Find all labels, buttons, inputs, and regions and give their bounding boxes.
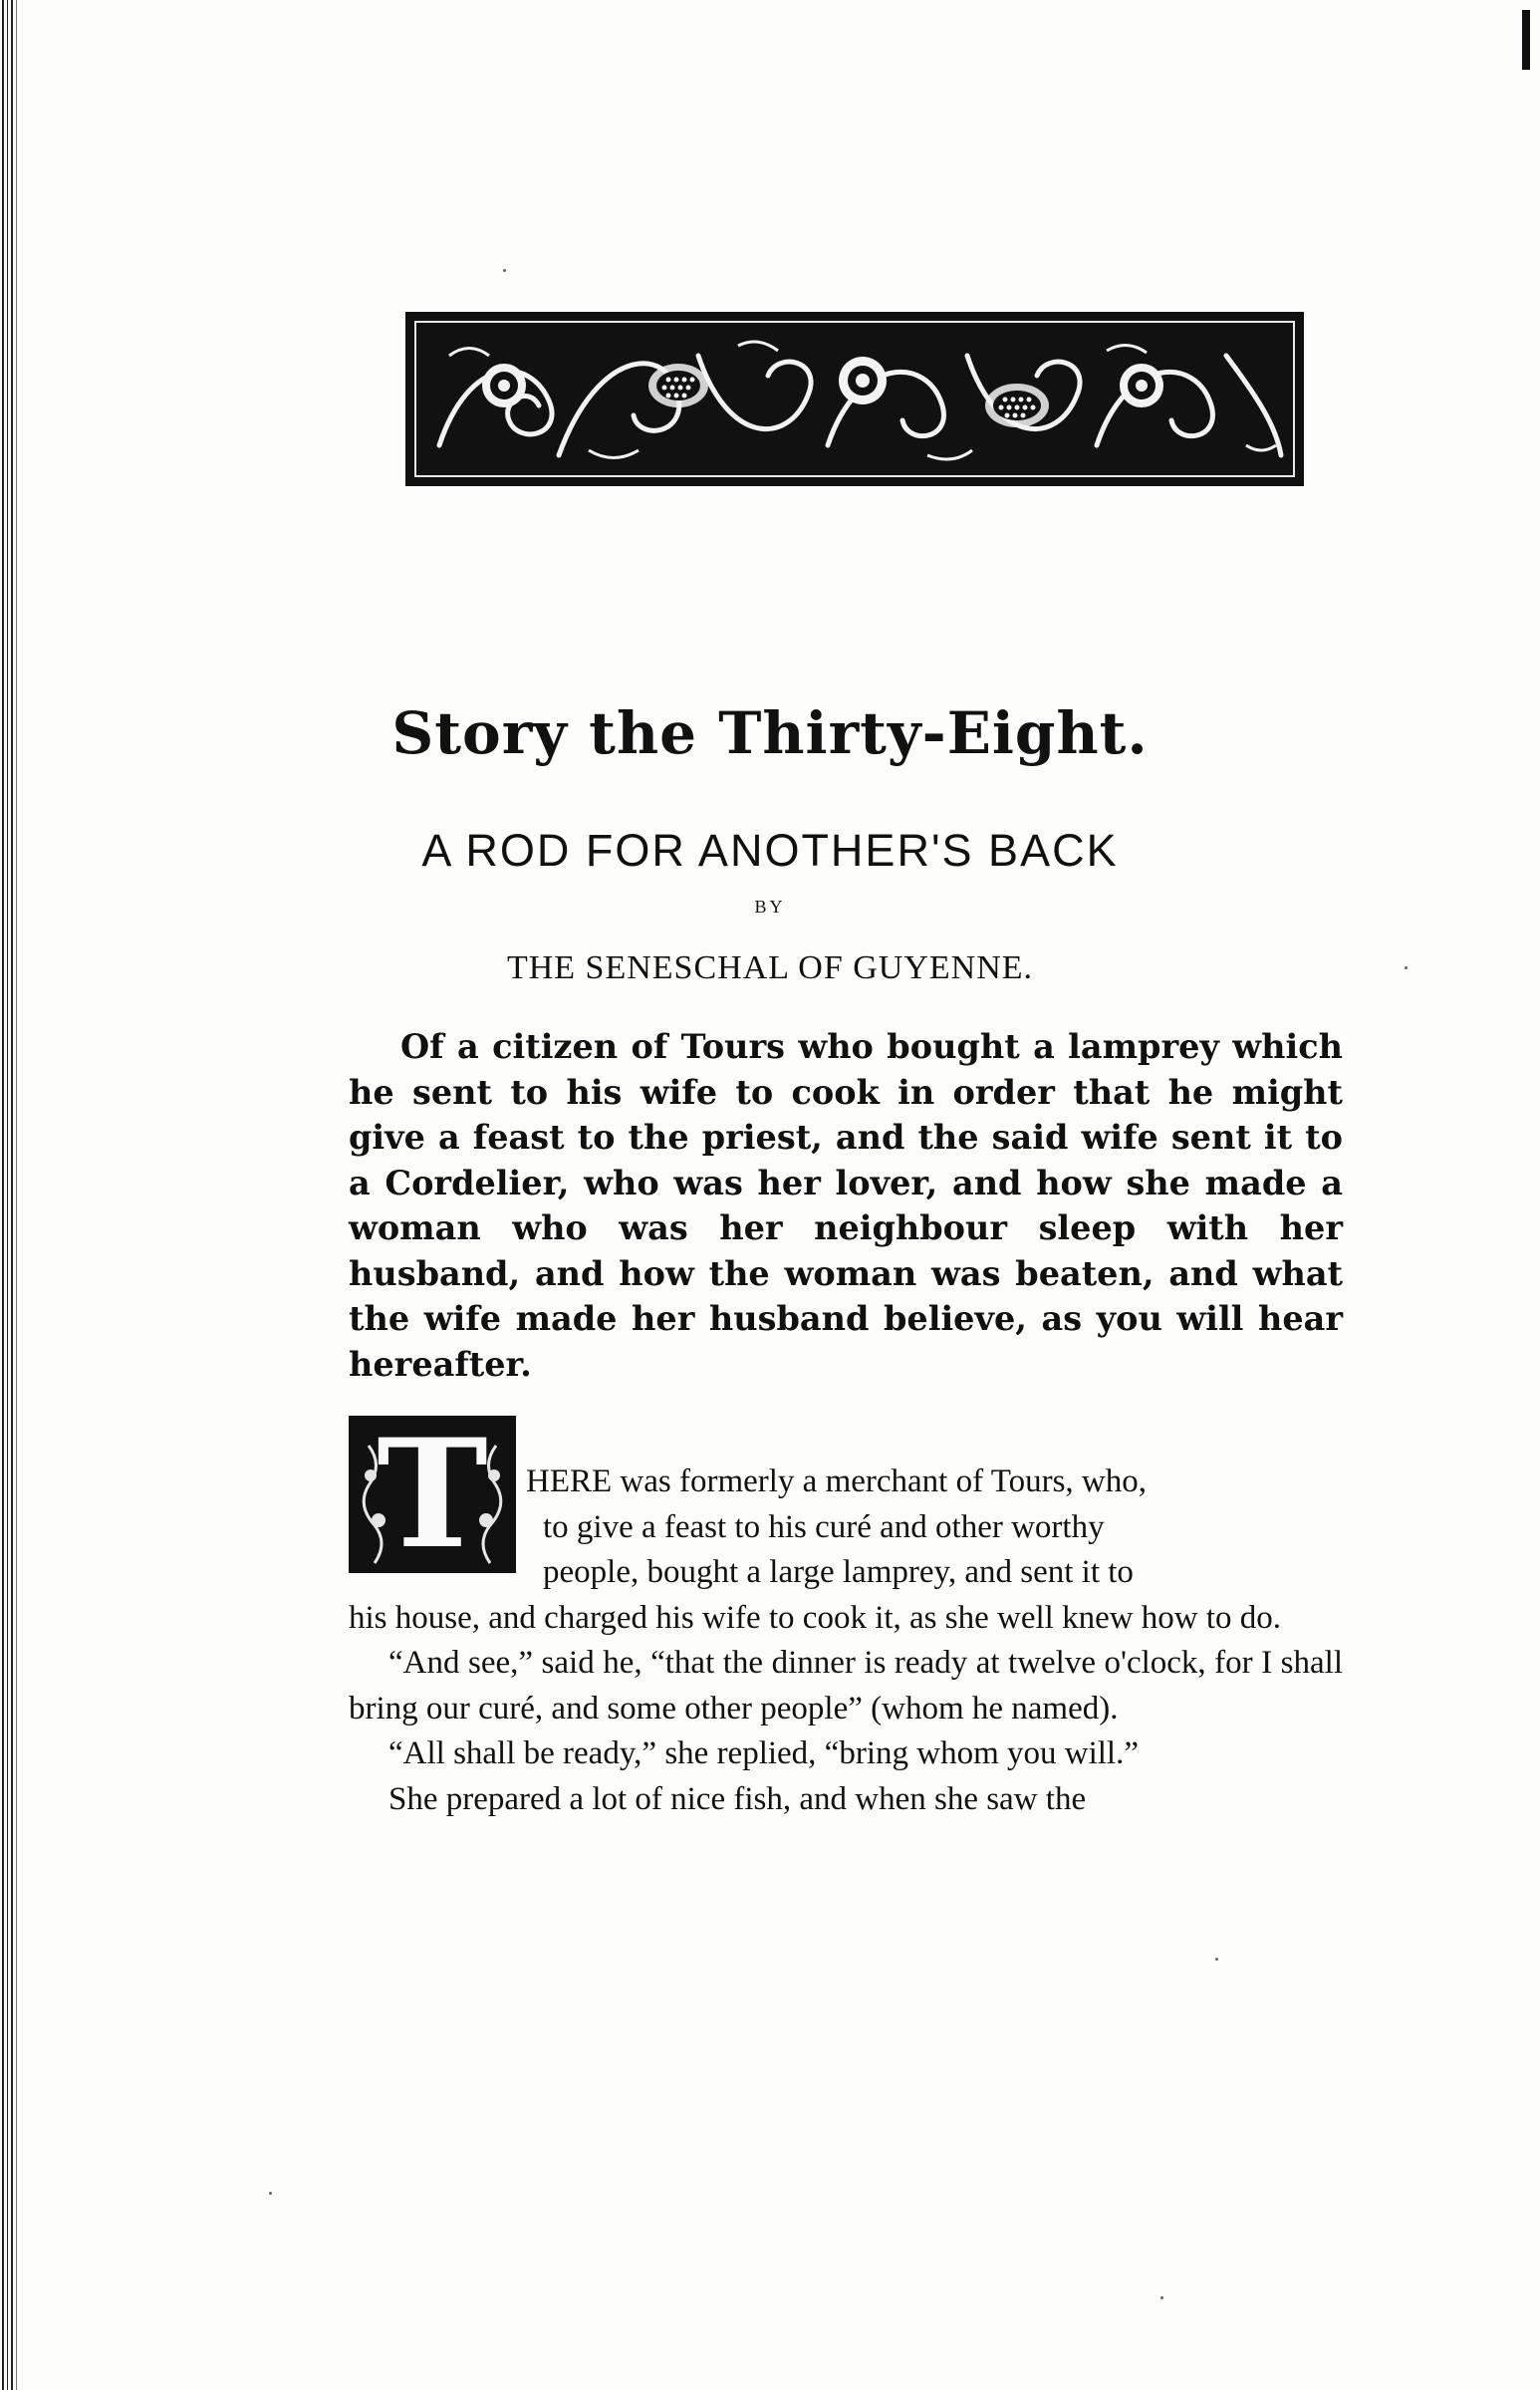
drop-cap-letter: T [377, 1416, 488, 1573]
by-label: BY [754, 897, 786, 917]
author-name: THE SENESCHAL OF GUYENNE. [506, 949, 1034, 986]
binding-gutter [0, 0, 22, 2390]
paragraph-1-rest: his house, and charged his wife to cook it, as she well knew how to do. [349, 1599, 1282, 1636]
scan-speck [1215, 1958, 1218, 1961]
scan-speck [269, 2192, 272, 2195]
paragraph-3: “All shall be ready,” she replied, “bring whom you will.” [388, 1735, 1139, 1771]
ornamental-headpiece [405, 312, 1304, 486]
scan-edge-mark [1522, 10, 1530, 70]
paragraph-1-line-1: HERE was formerly a merchant of Tours, who, [526, 1463, 1148, 1499]
paragraph-4: She prepared a lot of nice fish, and when she saw the [388, 1780, 1087, 1817]
paragraph-1 [349, 1460, 1343, 1641]
paragraph-2: “And see,” said he, “that the dinner is ready at twelve o'clock, for I shall bring our curé, and some other people” (whom he named). [349, 1645, 1343, 1726]
summary-text: Of a citizen of Tours who bought a lamprey which he sent to his wife to cook in order that he might give a feast to the priest, and the said wife sent it to a Cordelier, who was her lover, and how she made a woman who was her neighbour sleep with her husband, and how the woman was beaten, and what the wife made her husband believe, as you will hear hereafter. [349, 1027, 1343, 1384]
scan-speck [503, 269, 506, 272]
story-summary [349, 1024, 1343, 1387]
paragraph-1-line-3: people, bought a large lamprey, and sent it to [543, 1554, 1134, 1590]
scan-speck [1405, 966, 1408, 969]
paragraph-1-line-2: to give a feast to his curé and other worthy [543, 1508, 1105, 1545]
story-body [349, 1460, 1343, 1822]
story-number-heading: Story the Thirty-Eight. [391, 699, 1149, 767]
scan-speck [1160, 2296, 1163, 2299]
story-title: A ROD FOR ANOTHER'S BACK [421, 825, 1119, 876]
